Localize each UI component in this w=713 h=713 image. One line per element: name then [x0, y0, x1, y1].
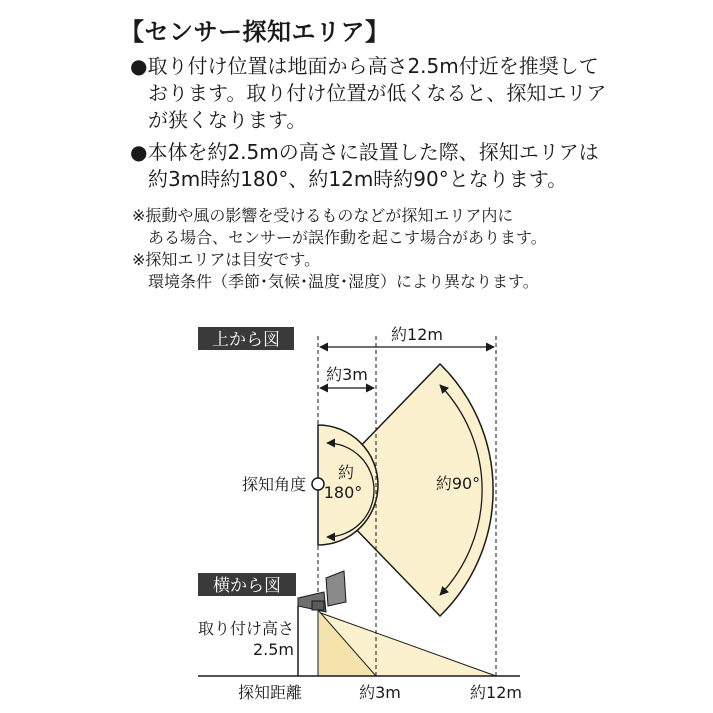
note-line-2: ある場合、センサーが誤作動を起こす場合があります。: [148, 228, 547, 247]
angle-180-label-value: 180°: [323, 483, 363, 502]
note-line-3: ※探知エリアは目安です。: [132, 250, 321, 269]
sensor-icon: [298, 571, 346, 612]
mount-height-value: 2.5m: [252, 640, 294, 659]
bullet-line-1: ●取り付け位置は地面から高さ2.5m付近を推奨して: [130, 54, 599, 78]
side-view-label: 横から図: [213, 576, 281, 596]
bullet-line-2: おります。取り付け位置が低くなると、探知エリア: [148, 81, 607, 105]
page-title: 【センサー探知エリア】: [120, 18, 390, 46]
dimension-label-3m: 約3m: [326, 365, 368, 384]
note-line-1: ※振動や風の影響を受けるものなどが探知エリア内に: [132, 206, 514, 225]
top-view-label: 上から図: [212, 330, 280, 350]
dimension-label-12m: 約12m: [391, 325, 443, 344]
distance-3m-label: 約3m: [359, 683, 401, 702]
bullet-line-3: が狭くなります。: [148, 108, 307, 132]
sensor-position-marker: [312, 478, 324, 490]
angle-label: 探知角度: [241, 475, 306, 494]
distance-label: 探知距離: [238, 683, 303, 702]
note-line-4: 環境条件（季節･気候･温度･湿度）により異なります。: [148, 272, 539, 291]
bullet-line-5: 約3m時約180°、約12m時約90°となります。: [148, 167, 568, 191]
mount-height-label: 取り付け高さ: [197, 619, 294, 638]
distance-12m-label: 約12m: [470, 683, 522, 702]
bullet-line-4: ●本体を約2.5mの高さに設置した際、探知エリアは: [130, 140, 599, 164]
angle-180-label-prefix: 約: [337, 463, 355, 482]
angle-90-label: 約90°: [435, 474, 481, 493]
